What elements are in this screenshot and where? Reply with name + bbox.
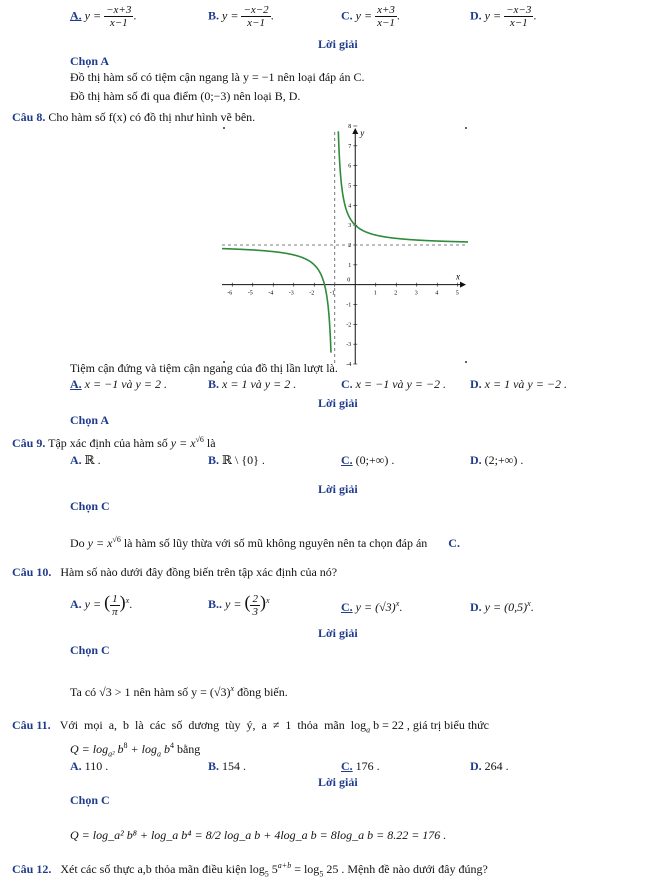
q7-option-c-post: . xyxy=(396,8,400,23)
y-tick-label: 7 xyxy=(348,143,352,150)
q9-exp: √6 xyxy=(195,435,204,444)
q11-option-a-text: 110 . xyxy=(84,759,109,773)
q10-chosen: Chọn C xyxy=(70,643,110,657)
q8-option-a-letter: A. xyxy=(70,377,82,391)
q11-expr-sub: a² xyxy=(108,749,115,759)
q8-graph xyxy=(222,124,468,368)
y-tick-label: 2 xyxy=(348,243,352,249)
q8-option-b-text: x = 1 và y = 2 . xyxy=(222,377,297,391)
corner-dot xyxy=(465,127,467,129)
q7-option-c-pre: y = xyxy=(355,8,373,23)
q9-option-c-text: (0;+∞) . xyxy=(355,453,395,467)
curve-right-branch xyxy=(338,131,468,242)
x-tick-label: 1 xyxy=(373,290,377,297)
q11-expr-exp1: 8 xyxy=(123,741,128,750)
q8-option-a-text: x = −1 và y = 2 . xyxy=(84,377,167,391)
q12-label: Câu 12. xyxy=(12,862,52,876)
q10-option-c-expr: y = (√3) xyxy=(355,600,396,614)
q7-option-d xyxy=(470,4,536,29)
q10-option-d-expr: y = (0,5) xyxy=(484,600,528,614)
q9-text-post: là xyxy=(206,436,216,450)
q10-option-b-num: 2 xyxy=(252,592,258,605)
q9-explanation xyxy=(70,533,460,550)
q11-solution-title: Lời giải xyxy=(318,775,358,789)
q10-option-a-exp: x xyxy=(125,596,130,605)
q11-option-d-letter: D. xyxy=(470,759,482,773)
q11-option-c xyxy=(341,759,380,773)
q9-option-c xyxy=(341,453,394,467)
q10-header xyxy=(12,565,337,579)
q12-post: 25 . Mệnh đề nào dưới đây đúng? xyxy=(323,862,488,876)
curve-left-branch xyxy=(222,249,331,353)
q7-option-b-num: −x−2 xyxy=(243,4,269,16)
x-tick-label: 2 xyxy=(394,290,398,297)
q7-option-d-pre: y = xyxy=(484,8,502,23)
q9-expl-pre: Do xyxy=(70,536,85,550)
q8-chosen: Chọn A xyxy=(70,413,110,427)
q7-option-a-num: −x+3 xyxy=(106,4,132,16)
x-tick-label: -5 xyxy=(247,290,253,297)
q11-option-c-text: 176 . xyxy=(355,759,380,773)
q10-expl: Ta có √3 > 1 nên hàm số y = (√3) xyxy=(70,685,231,699)
x-tick-label: 0 xyxy=(347,277,351,284)
q8-question: Tiệm cận đứng và tiệm cận ngang của đồ thị lần lượt là. xyxy=(70,361,338,375)
y-tick-label: 3 xyxy=(348,223,352,230)
q8-label: Câu 8. xyxy=(12,110,46,124)
y-tick-label: 4 xyxy=(348,203,352,210)
q10-expl-exp: x xyxy=(230,684,235,693)
q11-expr-mid: b xyxy=(114,742,124,756)
y-axis-label: y xyxy=(360,128,365,138)
q9-label: Câu 9. xyxy=(12,436,46,450)
q7-option-d-num: −x−3 xyxy=(506,4,532,16)
q7-option-c-den: x−1 xyxy=(377,17,395,29)
q9-option-d xyxy=(470,453,523,467)
x-tick-label: 5 xyxy=(455,290,459,297)
q7-option-c xyxy=(341,4,400,29)
q10-option-c-exp: x xyxy=(395,599,400,608)
q11-expr-sub2: a xyxy=(156,749,161,759)
q7-option-a-post: . xyxy=(133,8,137,23)
q7-option-d-fraction xyxy=(504,4,533,29)
y-tick-label: 6 xyxy=(348,163,352,170)
y-tick-label: -4 xyxy=(346,362,352,368)
q11-text-post: b = 22 , giá trị biểu thức xyxy=(370,718,490,732)
q8-option-c-letter: C. xyxy=(341,377,353,391)
q8-text: Cho hàm số f(x) có đồ thị như hình vẽ bên. xyxy=(48,110,256,124)
y-tick-label: -1 xyxy=(346,302,352,309)
q9-option-a xyxy=(70,453,101,467)
q10-option-a-num: 1 xyxy=(110,593,120,606)
x-tick-label: -1 xyxy=(329,290,335,297)
corner-dot xyxy=(223,127,225,129)
q10-option-d: D. $y = (0,5)^x$. xyxy=(470,599,534,614)
q7-line1: Đồ thị hàm số có tiệm cận ngang là y = −1 nên loại đáp án C. xyxy=(70,70,365,84)
q11-expr: Q = log xyxy=(70,742,109,756)
q7-line2: Đồ thị hàm số đi qua điểm (0;−3) nên loại B, D. xyxy=(70,89,301,103)
q9-func: y = x xyxy=(170,436,196,450)
q10-option-d-letter: D. xyxy=(470,600,482,614)
q11-option-b-letter: B. xyxy=(208,759,220,773)
q7-chosen: Chọn A xyxy=(70,54,110,68)
q9-header xyxy=(12,433,216,450)
q7-option-c-letter: C. xyxy=(341,8,353,23)
x-tick-label: -4 xyxy=(268,290,274,297)
q12-sub1: 5 xyxy=(264,869,269,879)
q10-option-d-exp: x xyxy=(527,599,531,608)
q9-option-b xyxy=(208,453,265,467)
q11-header xyxy=(12,718,489,737)
q7-option-a-letter: A. xyxy=(70,8,82,23)
q10-expl-post: đồng biến. xyxy=(237,685,288,699)
q8-option-c xyxy=(341,377,446,391)
x-tick-label: -6 xyxy=(227,290,233,297)
q7-option-a-den: x−1 xyxy=(109,17,128,29)
q9-option-a-text: ℝ . xyxy=(84,453,101,467)
q11-option-b-text: 154 . xyxy=(222,759,247,773)
q12-text: Xét các số thực a,b thỏa mãn điều kiện log xyxy=(60,862,265,876)
q12-mid: 5 xyxy=(268,862,278,876)
q9-option-b-letter: B. xyxy=(208,453,220,467)
q11-text-sub: a xyxy=(366,725,371,735)
q10-option-a-letter: A. xyxy=(70,597,82,611)
q10-option-c: C. $y = (√3)^x$. xyxy=(341,599,403,614)
q8-option-c-text: x = −1 và y = −2 . xyxy=(355,377,447,391)
x-tick-label: -2 xyxy=(309,290,315,297)
q7-option-b xyxy=(208,4,274,29)
q9-option-b-text: ℝ \ {0} . xyxy=(222,453,265,467)
q11-expr-exp2: 4 xyxy=(169,741,174,750)
q11-solution-line: Q = log_a² b⁸ + log_a b⁴ = 8/2 log_a b + 4log_a b = 8log_a b = 8.22 = 176 . xyxy=(70,828,447,842)
q9-text-pre: Tập xác định của hàm số xyxy=(48,436,168,450)
q11-text: Với mọi a, b là các số dương tùy ý, a ≠ 1 thỏa mãn log xyxy=(59,718,367,732)
q10-explanation xyxy=(70,682,288,699)
q7-option-b-post: . xyxy=(270,8,274,23)
q8-option-d-letter: D. xyxy=(470,377,482,391)
q9-option-c-letter: C. xyxy=(341,453,353,467)
q10-option-b: B.. y = ( $\frac{2}{3}$ )$^x$ xyxy=(208,592,270,618)
q11-option-d-text: 264 . xyxy=(484,759,509,773)
q10-option-b-exp: x xyxy=(265,596,270,605)
q9-expl-answer: C. xyxy=(448,536,460,550)
q7-option-b-pre: y = xyxy=(222,8,239,23)
y-axis-arrow xyxy=(352,128,358,134)
q7-option-b-den: x−1 xyxy=(247,17,265,29)
q7-option-d-post: . xyxy=(533,8,537,23)
y-tick-label: -3 xyxy=(346,342,352,349)
q11-expr-mid3: b xyxy=(160,742,170,756)
x-tick-label: -3 xyxy=(288,290,294,297)
q11-expr-mid2: + log xyxy=(127,742,157,756)
y-tick-label: -2 xyxy=(346,322,352,329)
x-axis-label: x xyxy=(456,271,460,282)
q9-expl-exp: √6 xyxy=(112,535,121,544)
q10-option-a-den: π xyxy=(112,605,118,618)
q8-option-d-text: x = 1 và y = −2 . xyxy=(484,377,567,391)
q7-option-b-fraction xyxy=(241,4,270,29)
x-axis-arrow xyxy=(460,282,466,288)
q10-text: Hàm số nào dưới đây đồng biến trên tập xác định của nó? xyxy=(60,565,338,579)
q9-option-d-text: (2;+∞) . xyxy=(484,453,524,467)
q10-option-a: A. y = ( $\frac{1}{\pi}$ )$^x$. xyxy=(70,592,133,618)
x-tick-label: 3 xyxy=(414,290,418,297)
q9-solution-title: Lời giải xyxy=(318,482,358,496)
q9-option-a-letter: A. xyxy=(70,453,82,467)
y-tick-label: 1 xyxy=(348,262,352,269)
q12-sub2: 5 xyxy=(319,869,324,879)
q7-option-a-fraction xyxy=(104,4,133,29)
q7-option-d-den: x−1 xyxy=(509,17,528,29)
q11-chosen: Chọn C xyxy=(70,793,110,807)
q8-option-b-letter: B. xyxy=(208,377,220,391)
q11-option-a xyxy=(70,759,108,773)
x-tick-label: 4 xyxy=(435,290,439,297)
q7-option-b-letter: B. xyxy=(208,8,220,23)
q8-option-d xyxy=(470,377,567,391)
q10-option-b-den: 3 xyxy=(252,605,258,618)
q10-label: Câu 10. xyxy=(12,565,52,579)
q12-header xyxy=(12,859,488,881)
q8-option-b xyxy=(208,377,296,391)
q11-option-d xyxy=(470,759,509,773)
q8-header xyxy=(12,110,255,124)
q11-expr-post: bằng xyxy=(173,742,201,756)
q7-option-a xyxy=(70,4,136,29)
q12-mid2: = log xyxy=(291,862,320,876)
q8-options xyxy=(70,377,167,391)
q11-option-c-letter: C. xyxy=(341,759,353,773)
corner-dot xyxy=(465,361,467,363)
q12-exp1: a+b xyxy=(277,861,292,870)
q9-expl-func: y = x xyxy=(87,536,113,550)
y-tick-label: 5 xyxy=(348,183,352,190)
q7-option-d-letter: D. xyxy=(470,8,482,23)
q10-option-b-letter: B.. xyxy=(208,597,223,611)
q8-solution-title: Lời giải xyxy=(318,396,358,410)
q7-solution-title: Lời giải xyxy=(318,37,358,51)
q9-expl-post: là hàm số lũy thừa với số mũ không nguyên nên ta chọn đáp án xyxy=(123,536,428,550)
y-tick-label: 8 xyxy=(348,124,352,130)
q9-option-d-letter: D. xyxy=(470,453,482,467)
q7-option-c-fraction xyxy=(375,4,397,29)
q9-chosen: Chọn C xyxy=(70,499,110,513)
q11-option-a-letter: A. xyxy=(70,759,82,773)
q10-option-c-letter: C. xyxy=(341,600,353,614)
q10-solution-title: Lời giải xyxy=(318,626,358,640)
q7-option-c-num: x+3 xyxy=(377,4,395,16)
q7-option-a-pre: y = xyxy=(84,8,102,23)
q11-option-b xyxy=(208,759,246,773)
q11-label: Câu 11. xyxy=(12,718,51,732)
